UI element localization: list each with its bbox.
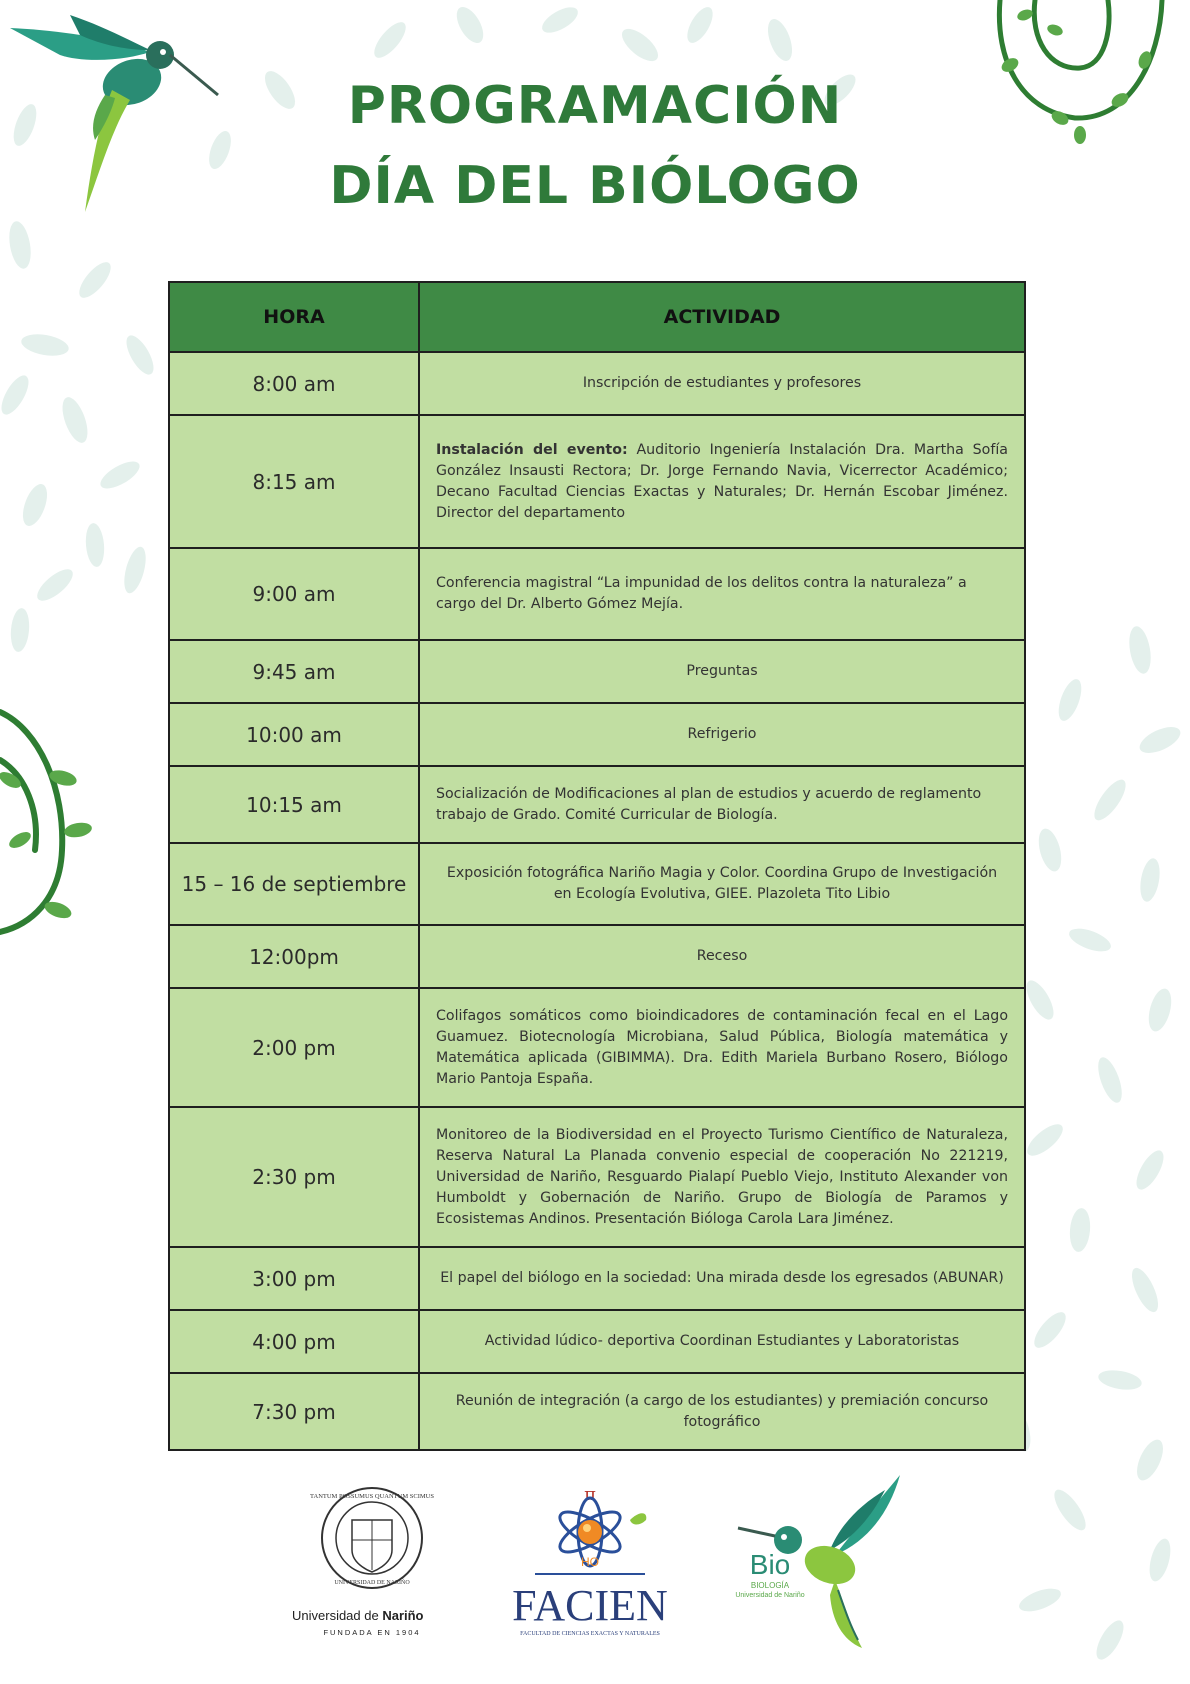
actividad-text: Auditorio Ingeniería Instalación Dra. Martha Sofía González Insausti Rectora; Dr. Jorge Fernando Navia, Vicerrector Académico; Decano Facultad Ciencias Exactas y Naturales; Dr. Hernán Escobar Jiménez. Director del departamento [436, 441, 1008, 521]
hora-cell: 12:00pm [169, 925, 419, 988]
page-title-line2: DÍA DEL BIÓLOGO [329, 156, 861, 216]
facien-subtitle: FACULTAD DE CIENCIAS EXACTAS Y NATURALES [520, 1631, 660, 1637]
actividad-cell: Monitoreo de la Biodiversidad en el Proyecto Turismo Científico de Naturaleza, Reserva Natural La Planada convenio especial de cooperación No 221219, Universidad de Nariño, Resguardo Pialapí Pueblo Viejo, Instituto Alexander von Humboldt y Gobernación de Nariño. Grupo de Biología de Paramos y Ecosistemas Andinos. Presentación Bióloga Carola Lara Jiménez. [419, 1107, 1025, 1247]
table-row [169, 1247, 1025, 1310]
actividad-cell: Preguntas [419, 640, 1025, 703]
actividad-cell: El papel del biólogo en la sociedad: Una mirada desde los egresados (ABUNAR) [419, 1247, 1025, 1310]
table-row [169, 843, 1025, 925]
table-row [169, 1373, 1025, 1450]
table-row [169, 352, 1025, 415]
actividad-cell: Actividad lúdico- deportiva Coordinan Estudiantes y Laboratoristas [419, 1310, 1025, 1373]
hora-cell: 10:15 am [169, 766, 419, 843]
bio-sub2: Universidad de Nariño [735, 1592, 805, 1599]
hora-cell: 7:30 pm [169, 1373, 419, 1450]
hora-cell: 3:00 pm [169, 1247, 419, 1310]
hora-cell: 9:00 am [169, 548, 419, 640]
bio-name: Bio [749, 1549, 791, 1580]
facien-pi-symbol: π [584, 1484, 596, 1505]
hora-cell: 10:00 am [169, 703, 419, 766]
table-row [169, 766, 1025, 843]
facien-ho-text: HO [581, 1555, 599, 1569]
udenar-seal-ring-text: UNIVERSIDAD DE NARIÑO [334, 1580, 410, 1586]
hora-cell: 8:15 am [169, 415, 419, 548]
column-header-hora: HORA [169, 282, 419, 352]
table-row [169, 1107, 1025, 1247]
facien-name: FACIEN [512, 1581, 668, 1630]
table-row [169, 703, 1025, 766]
footer-logos [0, 1470, 1190, 1650]
hora-cell: 2:30 pm [169, 1107, 419, 1247]
table-header-row [169, 282, 1025, 352]
hora-cell: 8:00 am [169, 352, 419, 415]
actividad-cell [419, 415, 1025, 548]
hora-cell: 15 – 16 de septiembre [169, 843, 419, 925]
table-row [169, 548, 1025, 640]
hora-cell: 9:45 am [169, 640, 419, 703]
actividad-cell: Inscripción de estudiantes y profesores [419, 352, 1025, 415]
table-row [169, 640, 1025, 703]
udenar-seal-logo [310, 1488, 434, 1588]
udenar-name [292, 1608, 424, 1623]
actividad-cell: Refrigerio [419, 703, 1025, 766]
actividad-cell: Socialización de Modificaciones al plan de estudios y acuerdo de reglamento trabajo de Grado. Comité Curricular de Biología. [419, 766, 1025, 843]
bio-sub1: BIOLOGÍA [750, 1581, 790, 1590]
actividad-cell: Colifagos somáticos como bioindicadores de contaminación fecal en el Lago Guamuez. Biotecnología Microbiana, Salud Pública, Biología matemática y Matemática aplicada (GIBIMMA). Dra. Edith Mariela Burbano Rosero, Biólogo Mario Pantoja España. [419, 988, 1025, 1107]
page-title-line1: PROGRAMACIÓN [347, 76, 843, 136]
column-header-actividad: ACTIVIDAD [419, 282, 1025, 352]
table-row [169, 1310, 1025, 1373]
hora-cell: 2:00 pm [169, 988, 419, 1107]
table-row [169, 415, 1025, 548]
udenar-founded: FUNDADA EN 1904 [323, 1628, 421, 1637]
bio-hummingbird-logo [735, 1475, 900, 1648]
hora-cell: 4:00 pm [169, 1310, 419, 1373]
schedule-table [168, 281, 1026, 1451]
udenar-seal-motto: TANTUM POSSUMUS QUANTUM SCIMUS [310, 1493, 434, 1500]
udenar-name-prefix: Universidad de [292, 1608, 383, 1623]
actividad-cell: Receso [419, 925, 1025, 988]
actividad-cell: Conferencia magistral “La impunidad de los delitos contra la naturaleza” a cargo del Dr. Alberto Gómez Mejía. [419, 548, 1025, 640]
udenar-name-bold: Nariño [382, 1608, 424, 1623]
logos-svg [0, 1470, 1190, 1650]
actividad-cell: Reunión de integración (a cargo de los estudiantes) y premiación concurso fotográfico [419, 1373, 1025, 1450]
table-row [169, 925, 1025, 988]
table-row [169, 988, 1025, 1107]
actividad-bold-label: Instalación del evento: [436, 441, 628, 458]
actividad-cell: Exposición fotográfica Nariño Magia y Color. Coordina Grupo de Investigación en Ecología Evolutiva, GIEE. Plazoleta Tito Libio [419, 843, 1025, 925]
facien-atom-logo [535, 1484, 646, 1574]
